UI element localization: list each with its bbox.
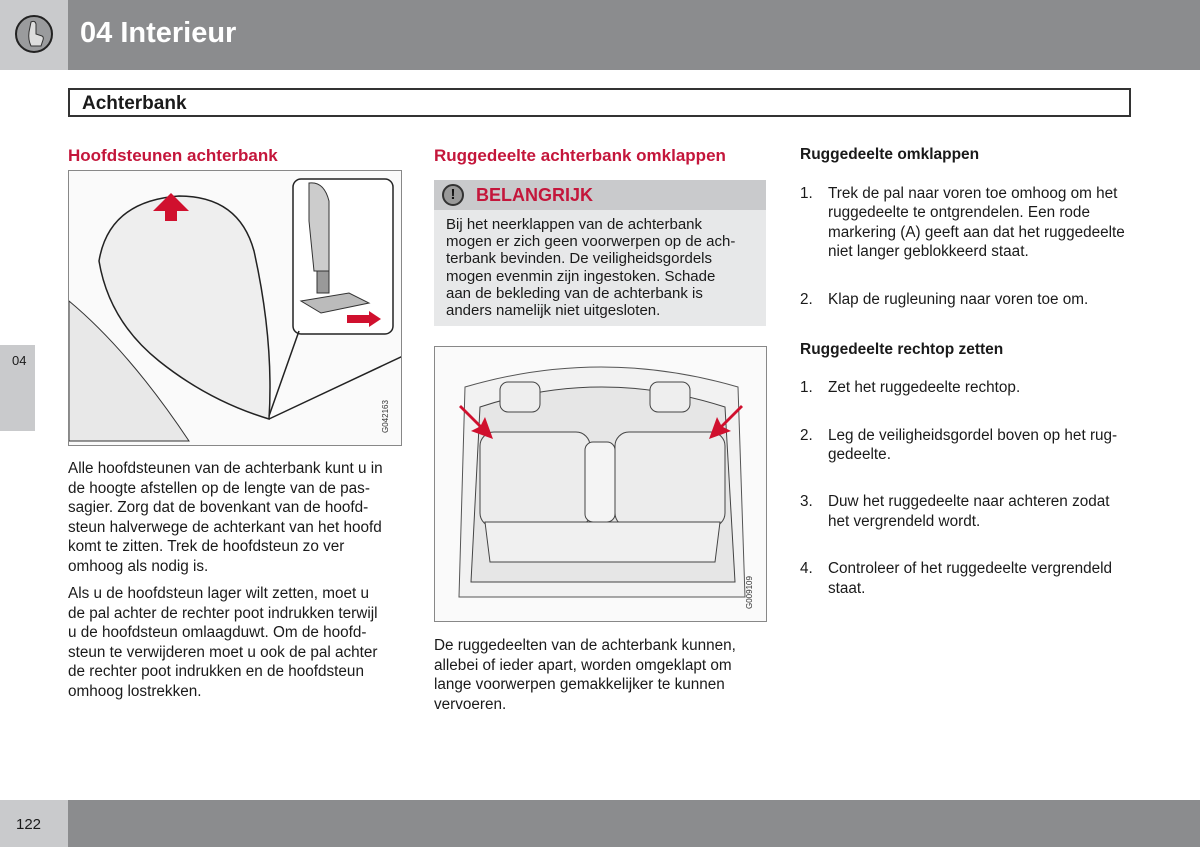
important-notice [434, 180, 766, 326]
section-title: Achterbank [82, 93, 187, 114]
step-text: Klap de rugleuning naar voren toe om. [828, 290, 1089, 308]
step-item [800, 559, 1140, 598]
headrest-heading: Hoofdsteunen achterbank [68, 146, 278, 165]
figure-caption: De ruggedeelten van de achterbank kunnen, allebei of ieder apart, worden omgeklapt om lange voorwerpen gemakkelijker te kunnen vervoeren. [434, 637, 736, 713]
step-text: Duw het ruggedeelte naar achteren zodat het vergrendeld wordt. [828, 493, 1110, 530]
step-text: Controleer of het ruggedeelte vergrendeld staat. [828, 560, 1113, 597]
step-item [800, 290, 1140, 310]
step-number: 3. [800, 493, 813, 511]
header-bar [68, 0, 1200, 70]
upright-heading: Ruggedeelte rechtop zetten [800, 340, 1004, 358]
footer-bar [68, 800, 1200, 847]
headrest-paragraph-1: Alle hoofdsteunen van de achterbank kunt u in de hoogte afstellen op de lengte van de pas- sagier. Zorg dat de bovenkant van de hoofd- steun halverwege de achterkant van het hoofd komt te zitten. Trek de hoofdsteun zo ver omhoog als nodig is. [68, 460, 383, 575]
page-number: 122 [16, 816, 42, 833]
step-text: Leg de veiligheidsgordel boven op het rug- gedeelte. [828, 426, 1118, 464]
figure-code: G009109 [745, 576, 754, 609]
step-number: 1. [800, 184, 813, 202]
side-tab-label: 04 [12, 353, 27, 368]
step-number: 2. [800, 290, 813, 308]
step-item [800, 492, 1140, 531]
step-number: 2. [800, 426, 813, 444]
fold-down-heading: Ruggedeelte omklappen [800, 146, 980, 163]
important-title: BELANGRIJK [476, 185, 594, 205]
figure-code: G042163 [381, 400, 390, 433]
instructions [800, 146, 1140, 626]
chapter-side-tab[interactable] [0, 345, 35, 431]
chapter-title: 04 Interieur [80, 17, 237, 49]
rear-seat-figure [434, 346, 767, 622]
important-text: Bij het neerklappen van de achterbank mogen er zich geen voorwerpen op de ach- terbank bevinden. De veiligheidsgordels mogen evenmin zijn ingestoken. Schade aan de bekleding van de achterbank is anders namelijk niet uitgesloten. [446, 216, 736, 320]
step-text: Zet het ruggedeelte rechtop. [828, 379, 1021, 397]
step-item [800, 378, 1140, 398]
step-text: Trek de pal naar voren toe omhoog om het ruggedeelte te ontgrendelen. Een rode markering (A) geeft aan dat het ruggedeelte niet langer geblokkeerd staat. [828, 184, 1125, 261]
fold-heading: Ruggedeelte achterbank omklappen [434, 146, 726, 165]
step-number: 4. [800, 560, 813, 578]
headrest-paragraph-2: Als u de hoofdsteun lager wilt zetten, moet u de pal achter de rechter poot indrukken terwijl u de hoofdsteun omlaagduwt. Om de hoofd- steun te verwijderen moet u ook de pal achter de rechter poot indrukken en de hoofdsteun omhoog lostrekken. [68, 585, 378, 700]
section-header [68, 88, 1131, 117]
step-item [800, 184, 1140, 262]
seat-icon [14, 14, 54, 54]
important-header [434, 180, 766, 210]
step-item [800, 426, 1140, 465]
headrest-figure [68, 170, 402, 446]
exclamation-icon: ! [442, 184, 464, 206]
step-number: 1. [800, 379, 813, 397]
